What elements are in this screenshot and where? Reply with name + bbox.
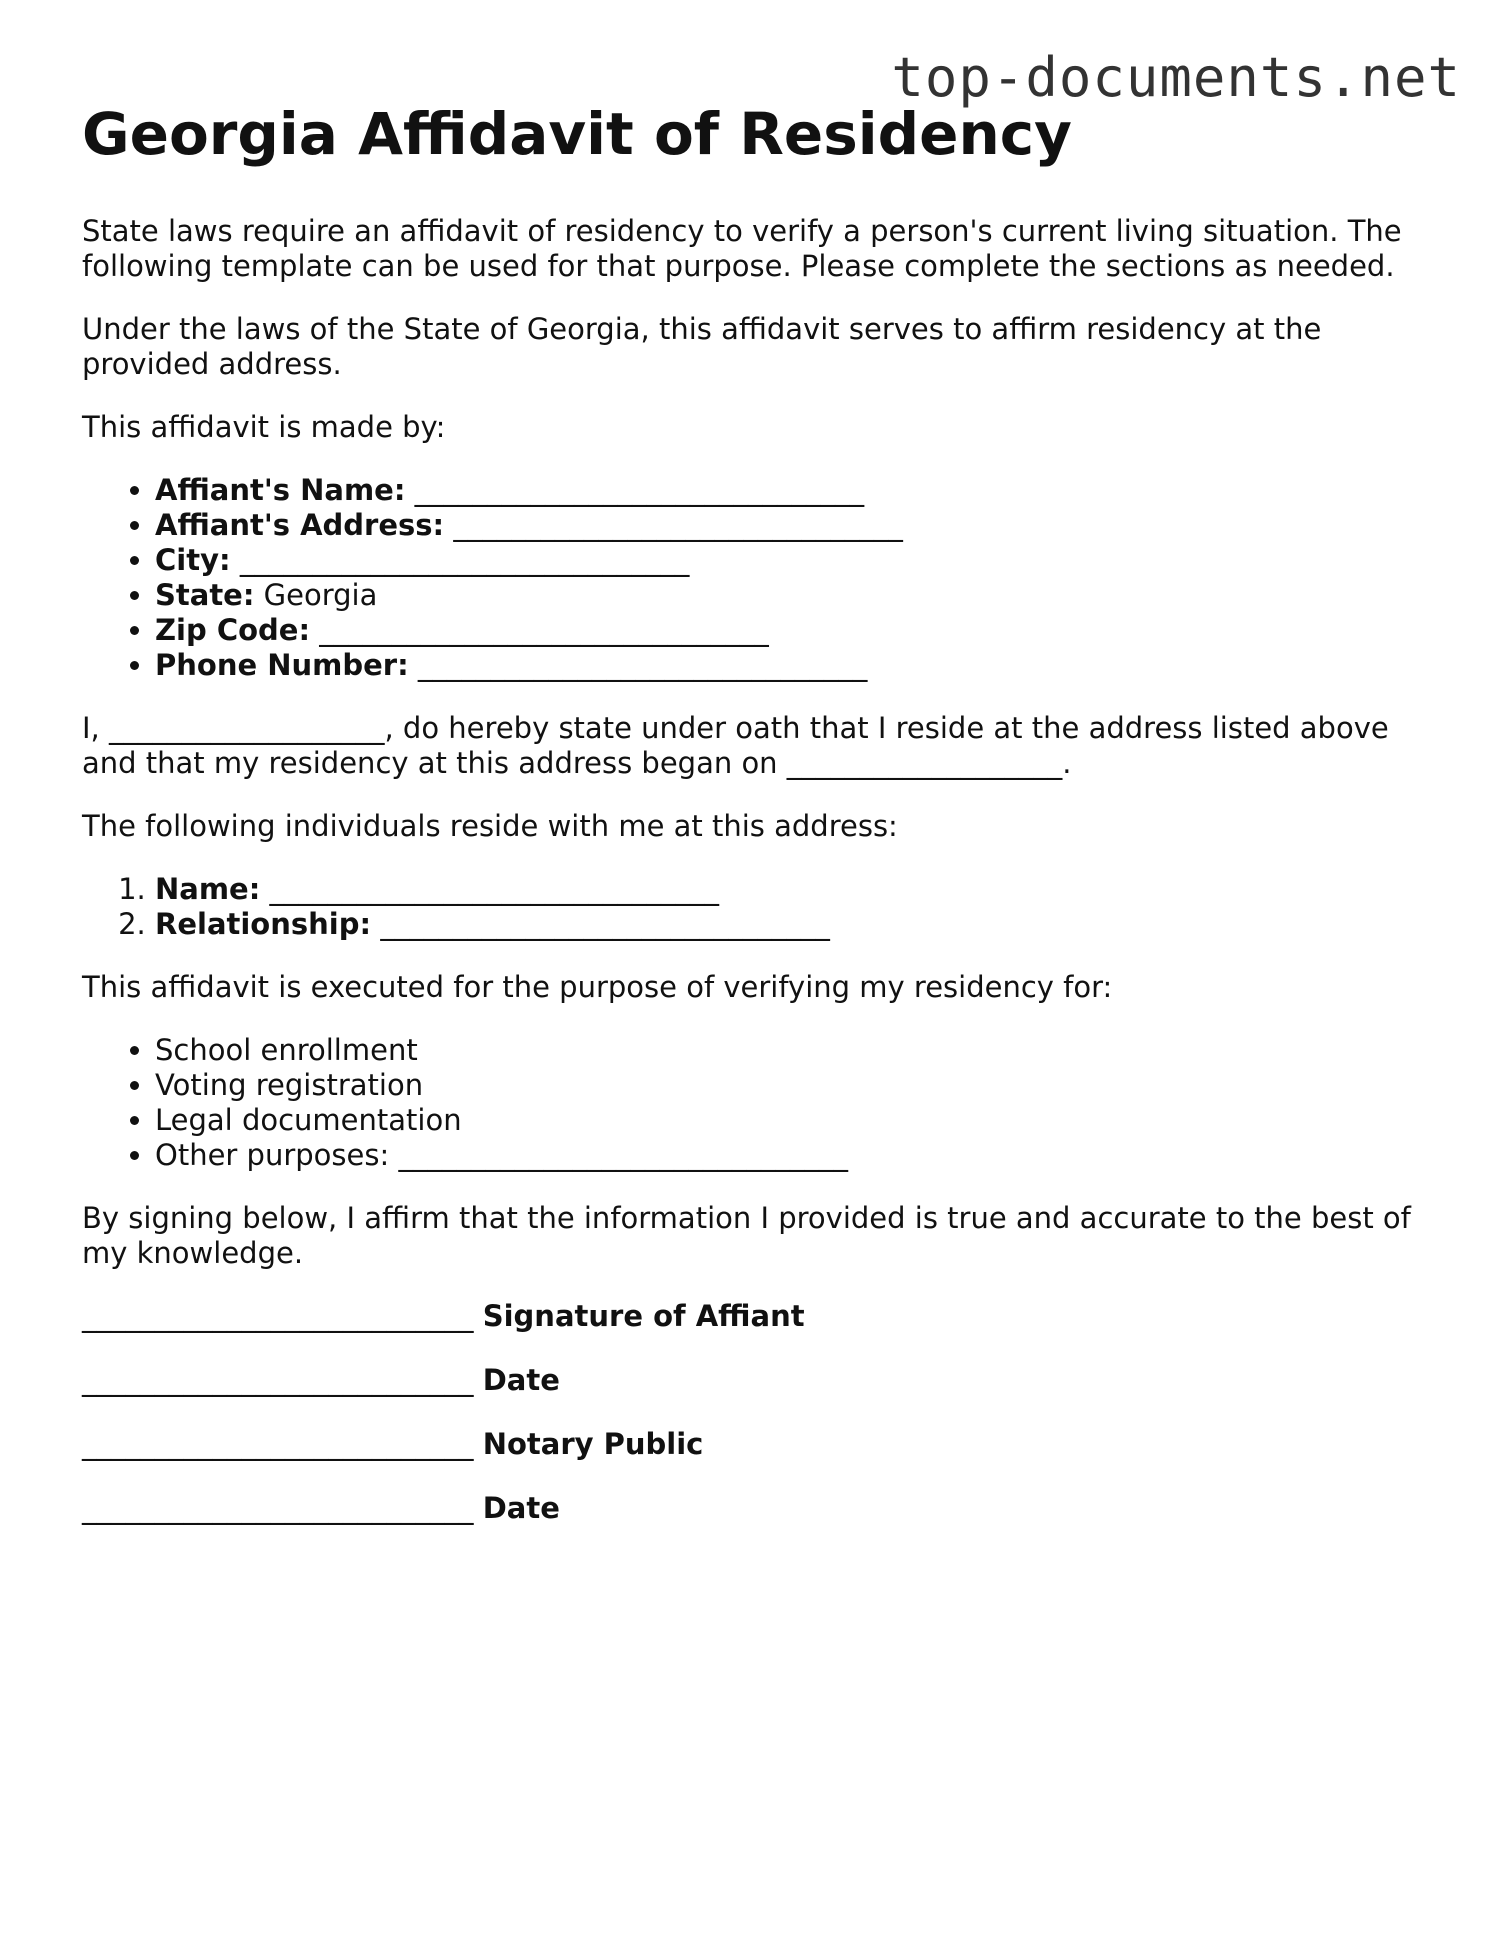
purpose-item: • Voting registration <box>155 1068 1422 1103</box>
field-label: Phone Number: <box>155 647 409 682</box>
field-label: Affiant's Address: <box>155 507 445 542</box>
oath-text-3: . <box>1062 745 1072 780</box>
signature-line-affiant <box>82 1299 1422 1334</box>
field-label: City: <box>155 542 231 577</box>
affiant-name-blank: _______________________________ <box>414 472 865 507</box>
made-by-paragraph: This affidavit is made by: <box>82 409 446 444</box>
field-label: Affiant's Name: <box>155 472 406 507</box>
signature-blank: ___________________________ <box>82 1490 474 1525</box>
signature-label: Date <box>482 1490 560 1525</box>
field-label: Relationship: <box>155 906 372 941</box>
state-value: Georgia <box>263 577 378 612</box>
signature-label: Notary Public <box>482 1426 704 1461</box>
signature-line-notary-date <box>82 1491 1422 1526</box>
household-relationship-blank: _______________________________ <box>380 906 830 941</box>
household-relationship-item <box>155 907 1422 942</box>
oath-text-1: I, <box>82 710 109 745</box>
household-intro: The following individuals reside with me at this address: <box>82 808 898 843</box>
phone-number-blank: _______________________________ <box>417 647 868 682</box>
signature-line-notary <box>82 1427 1422 1462</box>
watermark: top-documents.net <box>891 46 1461 109</box>
field-label: Zip Code: <box>155 612 311 647</box>
jurisdiction-paragraph: Under the laws of the State of Georgia, this affidavit serves to affirm residency at the provided address. <box>82 311 1322 381</box>
signature-blank: ___________________________ <box>82 1426 474 1461</box>
purpose-intro: This affidavit is executed for the purpose of verifying my residency for: <box>82 969 1113 1004</box>
affiant-field-list <box>82 473 1422 683</box>
oath-paragraph <box>82 711 1422 781</box>
page-title: Georgia Affidavit of Residency <box>82 100 1072 168</box>
state-item <box>155 578 1422 613</box>
affirmation-paragraph: By signing below, I affirm that the information I provided is true and accurate to the best of my knowledge. <box>82 1200 1411 1270</box>
signature-label: Date <box>482 1362 560 1397</box>
oath-date-blank: ___________________ <box>786 745 1063 780</box>
household-field-list <box>82 872 1422 942</box>
signature-line-date <box>82 1363 1422 1398</box>
purpose-item: • Other purposes: _______________________________ <box>155 1138 1422 1173</box>
purpose-item: • School enrollment <box>155 1033 1422 1068</box>
affiant-address-blank: _______________________________ <box>453 507 903 542</box>
field-label: Name: <box>155 871 261 906</box>
intro-paragraph: State laws require an affidavit of residency to verify a person's current living situation. The following template can be used for that purpose. Please complete the sections as needed. <box>82 213 1402 283</box>
signature-label: Signature of Affiant <box>482 1298 805 1333</box>
affiant-name-item <box>155 473 1422 508</box>
phone-number-item <box>155 648 1422 683</box>
city-item <box>155 543 1422 578</box>
purpose-item: • Legal documentation <box>155 1103 1422 1138</box>
oath-text-2: , do hereby state under oath that I reside at the address listed above and that my residency at this address began on <box>82 710 1389 780</box>
signature-blank: ___________________________ <box>82 1362 474 1397</box>
household-name-blank: _______________________________ <box>269 871 720 906</box>
document-page <box>82 100 1422 1555</box>
affiant-address-item <box>155 508 1422 543</box>
zip-code-blank: _______________________________ <box>319 612 769 647</box>
signature-blank: ___________________________ <box>82 1298 474 1333</box>
city-blank: _______________________________ <box>239 542 690 577</box>
field-label: State: <box>155 577 255 612</box>
oath-name-blank: ___________________ <box>109 710 385 745</box>
zip-code-item <box>155 613 1422 648</box>
purpose-list <box>82 1033 1422 1173</box>
household-name-item <box>155 872 1422 907</box>
